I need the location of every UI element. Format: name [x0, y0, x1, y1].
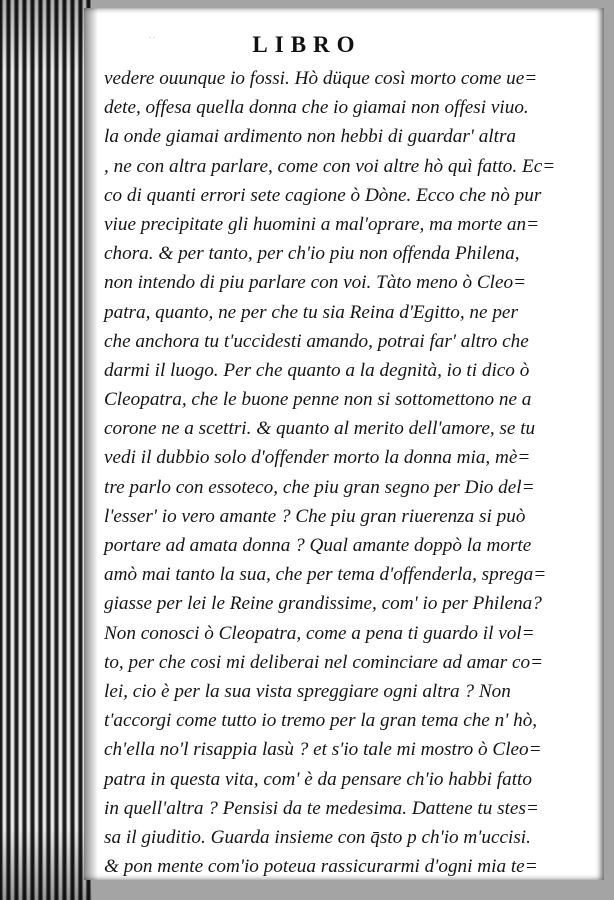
- text-line: darmi il luogo. Per che quanto a la degnità, io ti dico ò: [104, 359, 530, 381]
- text-line: to, per che cosi mi deliberai nel cominciare ad amar co=: [104, 651, 544, 673]
- text-line: chora. & per tanto, per ch'io piu non offenda Philena,: [104, 243, 520, 265]
- text-line: co di quanti errori sete cagione ò Dòne. Ecco che nò pur: [104, 184, 542, 206]
- text-line: patra in questa vita, com' è da pensare ch'io habbi fatto: [104, 768, 532, 790]
- text-line: lei, cio è per la sua vista spreggiare ogni altra ? Non: [104, 680, 511, 702]
- text-line: viue precipitate gli huomini a mal'oprare, ma morte an=: [104, 213, 540, 235]
- text-line: portare ad amata donna ? Qual amante doppò la morte: [104, 535, 532, 556]
- running-head: LIBRO: [252, 32, 362, 57]
- body-text: [104, 64, 596, 881]
- text-line: tre parlo con essoteco, che piu gran segno per Dio del=: [104, 476, 535, 498]
- text-line: giasse per lei le Reine grandissime, com' io per Philena?: [104, 593, 542, 615]
- text-line: ch'ella no'l risappia lasù ? et s'io tale mi mostro ò Cleo=: [104, 739, 542, 761]
- text-line: t'accorgi come tutto io tremo per la gran tema che n' hò,: [104, 710, 538, 732]
- bleed-through-mark: ··: [148, 30, 156, 44]
- text-line: sa il giuditio. Guarda insieme con q̄sto p ch'io m'uccisi.: [104, 826, 531, 848]
- text-line: amò mai tanto la sua, che per tema d'offenderla, sprega=: [104, 564, 547, 586]
- text-line: , ne con altra parlare, come con voi altre hò quì fatto. Ec=: [104, 155, 556, 177]
- text-line: Cleopatra, che le buone penne non si sottomettono ne a: [104, 389, 532, 411]
- text-line: la onde giamai ardimento non hebbi di guardar' altra: [104, 126, 517, 148]
- text-line: non intendo di piu parlare con voi. Tàto meno ò Cleo=: [104, 272, 527, 294]
- text-line: vedi il dubbio solo d'offender morto la donna mia, mè=: [104, 447, 531, 469]
- text-line: dete, offesa quella donna che io giamai non offesi viuo.: [104, 97, 529, 119]
- text-line: & pon mente com'io poteua rassicurarmi d'ogni mia te=: [104, 856, 538, 878]
- text-line: Non conosci ò Cleopatra, come a pena ti guardo il vol=: [104, 622, 535, 644]
- text-line: in quell'altra ? Pensisi da te medesima. Dattene tu stes=: [104, 797, 539, 819]
- text-line: corone ne a scettri. & quanto al merito dell'amore, se tu: [104, 418, 536, 440]
- text-line: che anchora tu t'uccidesti amando, potrai far' altro che: [104, 330, 529, 352]
- text-line: l'esser' io vero amante ? Che piu gran riuerenza si può: [104, 505, 526, 527]
- text-line: vedere ouunque io fossi. Hò düque così morto come ue=: [104, 68, 538, 89]
- text-line: patra, quanto, ne per che tu sia Reina d'Egitto, ne per: [104, 301, 518, 323]
- book-page-edges: [0, 0, 92, 900]
